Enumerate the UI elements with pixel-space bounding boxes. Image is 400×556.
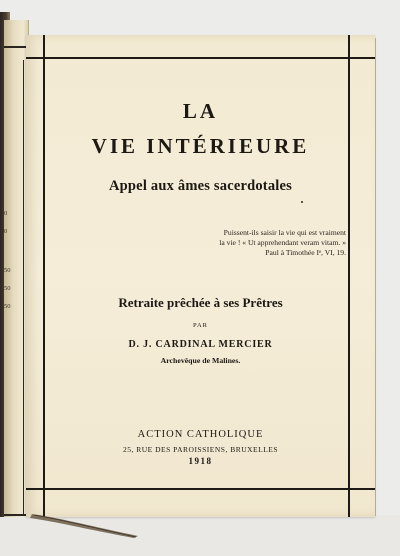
epigraph-line-1: Puissent-ils saisir la vie qui est vraiment [223, 228, 346, 237]
book-title: VIE INTÉRIEURE [91, 134, 310, 158]
epigraph-line-2: la vie ! « Ut apprehendant veram vitam. » [219, 238, 346, 247]
left-page-number: 50 [4, 303, 11, 310]
left-page-vertical-rule [23, 60, 24, 515]
left-page-number: 0 [4, 228, 8, 235]
left-page-number: 50 [4, 267, 11, 274]
by-label: PAR [192, 322, 209, 329]
left-page-bottom-rule [4, 514, 28, 516]
title-article: LA [182, 99, 219, 123]
author-title: Archevêque de Malines. [160, 356, 241, 365]
epigraph-reference: Paul à Timothée Iᵉ, VI, 19. [265, 248, 346, 257]
left-page-number: 50 [4, 285, 11, 292]
publisher-address: 25, RUE DES PAROISSIENS, BRUXELLES [122, 445, 279, 454]
book-subtitle: Appel aux âmes sacerdotales [108, 178, 292, 194]
ink-speck [301, 201, 303, 203]
left-page-number: 0 [4, 210, 8, 217]
bookmark-ribbon [30, 512, 140, 538]
author-name: D. J. CARDINAL MERCIER [128, 339, 273, 350]
publisher-name: ACTION CATHOLIQUE [137, 429, 264, 440]
title-page [26, 35, 375, 517]
border-top-rule [26, 57, 375, 59]
retreat-line: Retraite prêchée à ses Prêtres [118, 295, 283, 310]
border-bottom-rule [26, 488, 375, 490]
left-page-top-rule [4, 46, 28, 48]
publication-year: 1918 [188, 456, 213, 466]
